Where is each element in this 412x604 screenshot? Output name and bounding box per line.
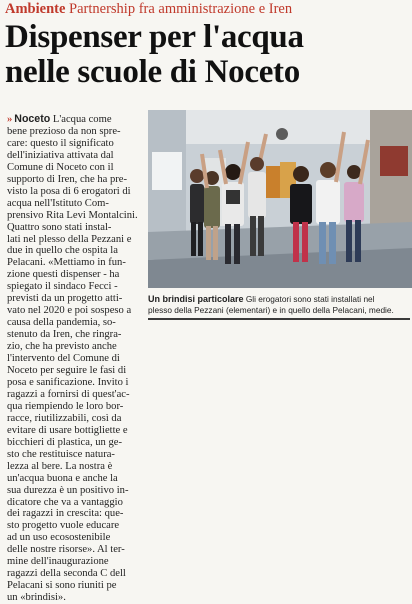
article-line: mine dell'inaugurazione: [7, 556, 109, 568]
article-line: ragazzi a fornirsi di quest'ac-: [7, 388, 130, 400]
article-line: L'acqua come: [52, 114, 112, 125]
article-line: un'acqua buona e anche la: [7, 472, 118, 484]
article-line: stenuto da Iren, che ringra-: [7, 329, 122, 341]
article-photo: [148, 110, 412, 288]
caption-divider: [148, 318, 410, 320]
article-line: prensivo Rita Levi Montalcini.: [7, 209, 138, 221]
headline: [5, 20, 410, 90]
article-line: ad un uso ecosostenibile: [7, 532, 111, 544]
headline-line-1: Dispenser per l'acqua: [5, 19, 304, 55]
kicker: [5, 1, 405, 18]
article-line: spiegato il sindaco Fecci -: [7, 281, 118, 293]
article-body: [7, 114, 141, 604]
article-line: racce, riutilizzabili, così da: [7, 412, 122, 424]
article-line: un «brindisi».: [7, 592, 66, 604]
article-line: bene prezioso da non spre-: [7, 125, 121, 137]
section-label: Ambiente: [5, 1, 66, 17]
caption-first-line: [148, 294, 412, 305]
article-line: supporto di Iren, che ha pre-: [7, 173, 128, 185]
article-line: Comune di Noceto con il: [7, 161, 114, 173]
article-line: due in quello che ospita la: [7, 245, 118, 257]
article-line: bicchieri di plastica, un ge-: [7, 436, 123, 448]
photo-caption: [148, 294, 412, 316]
caption-line-1: Gli erogatori sono stati installati nel: [245, 294, 375, 304]
article-line: visto la posa di 6 erogatori di: [7, 185, 131, 197]
article-line: posa e sanificazione. Invito i: [7, 376, 129, 388]
children-photo-illustration: [148, 110, 412, 288]
article-line: lati nel plesso della Pezzani e: [7, 233, 132, 245]
article-line: sto progetto vuole educare: [7, 520, 120, 532]
article-line: dicatore che va a vantaggio: [7, 496, 123, 508]
article-line: qua riempiendo le loro bor-: [7, 400, 124, 412]
article-line: acqua nell'Istituto Com-: [7, 197, 109, 209]
article-line: lezza al bere. La nostra è: [7, 460, 113, 472]
article-line: dei ragazzi in crescita: que-: [7, 508, 124, 520]
article-line: Quattro sono stati instal-: [7, 221, 112, 233]
article-line: evitare di usare bottigliette e: [7, 424, 128, 436]
caption-line-2: plesso della Pezzani (elementari) e in quello della Pelacani, medie.: [148, 305, 394, 315]
kicker-topic: Partnership fra amministrazione e Iren: [69, 1, 293, 17]
paragraph-marker-icon: »: [7, 114, 13, 125]
caption-title: Un brindisi particolare: [148, 294, 244, 304]
article-line: zio, che ha previsto anche: [7, 341, 117, 353]
article-first-line: [7, 114, 141, 126]
article-line: care: questo il significato: [7, 137, 114, 149]
article-line: previsti da un progetto atti-: [7, 293, 123, 305]
article-line: zione questi dispenser - ha: [7, 269, 120, 281]
article-line: dell'iniziativa attivata dal: [7, 149, 114, 161]
article-line: sua durezza è un positivo in-: [7, 484, 129, 496]
headline-line-2: nelle scuole di Noceto: [5, 54, 300, 90]
article-line: causa della pandemia, so-: [7, 317, 116, 329]
article-line: Noceto per seguire le fasi di: [7, 365, 127, 377]
article-line: delle nostre risorse». Al ter-: [7, 544, 125, 556]
article-line: ragazzi della seconda C dell: [7, 568, 126, 580]
article-line: Pelacani si sono riuniti pe: [7, 580, 117, 592]
article-line: sto che restituisce natura-: [7, 448, 115, 460]
article-line: Pelacani. «Mettiamo in fun-: [7, 257, 126, 269]
article-line: vato nel 2020 e poi sospeso a: [7, 305, 132, 317]
article-line: l'intervento del Comune di: [7, 353, 120, 365]
dateline: Noceto: [14, 114, 51, 125]
